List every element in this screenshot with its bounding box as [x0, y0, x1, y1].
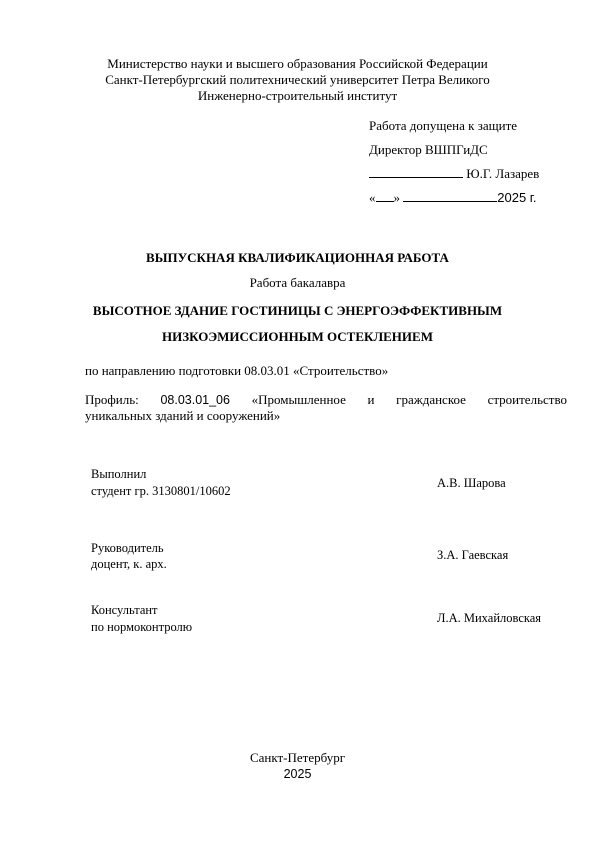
- footer-city: Санкт-Петербург: [249, 750, 346, 765]
- university-line: Санкт-Петербургский политехнический университет Петра Великого: [105, 72, 490, 87]
- profile-word: строительство: [487, 392, 567, 407]
- work-subtype: Работа бакалавра: [249, 275, 346, 290]
- topic-line-2: НИЗКОЭМИССИОННЫМ ОСТЕКЛЕНИЕМ: [162, 329, 433, 344]
- signature-position: студент гр. 3130801/10602: [91, 484, 231, 498]
- day-underline: [376, 190, 394, 202]
- approval-date: [369, 190, 537, 206]
- topic-line-1: ВЫСОТНОЕ ЗДАНИЕ ГОСТИНИЦЫ С ЭНЕРГОЭФФЕКТИВНЫМ: [92, 303, 503, 318]
- ministry-line: Министерство науки и высшего образования Российской Федерации: [107, 56, 488, 71]
- profile-word: гражданское: [396, 392, 466, 407]
- signature-role: Выполнил: [91, 467, 147, 481]
- director-signature-line: [369, 166, 539, 182]
- month-underline: [403, 190, 497, 202]
- direction-text: по направлению подготовки 08.03.01 «Строительство»: [85, 363, 389, 378]
- profile-code: 08.03.01_06: [160, 393, 230, 407]
- date-quote-close: »: [393, 190, 400, 205]
- profile-word: «Промышленное: [251, 392, 346, 407]
- profile-line-1: [85, 392, 567, 408]
- date-quote-open: «: [369, 190, 376, 205]
- signature-name: З.А. Гаевская: [437, 548, 509, 562]
- approval-year: 2025 г.: [497, 190, 537, 205]
- director-title: Директор ВШПГиДС: [369, 142, 488, 157]
- signature-name: А.В. Шарова: [437, 476, 506, 490]
- signature-position: доцент, к. арх.: [91, 557, 167, 571]
- admitted-text: Работа допущена к защите: [369, 118, 518, 133]
- work-type-heading: ВЫПУСКНАЯ КВАЛИФИКАЦИОННАЯ РАБОТА: [146, 250, 449, 265]
- institute-line: Инженерно-строительный институт: [197, 88, 398, 103]
- profile-block: [85, 392, 567, 424]
- signature-role: Руководитель: [91, 541, 164, 555]
- signature-role: Консультант: [91, 603, 158, 617]
- director-name: Ю.Г. Лазарев: [466, 166, 540, 181]
- profile-line-2: уникальных зданий и сооружений»: [85, 408, 281, 423]
- signature-underline: [369, 166, 463, 178]
- profile-label: Профиль:: [85, 392, 139, 407]
- footer-year: 2025: [283, 767, 312, 781]
- signature-name: Л.А. Михайловская: [437, 611, 542, 625]
- signature-position: по нормоконтролю: [91, 620, 193, 634]
- profile-word: и: [367, 392, 375, 407]
